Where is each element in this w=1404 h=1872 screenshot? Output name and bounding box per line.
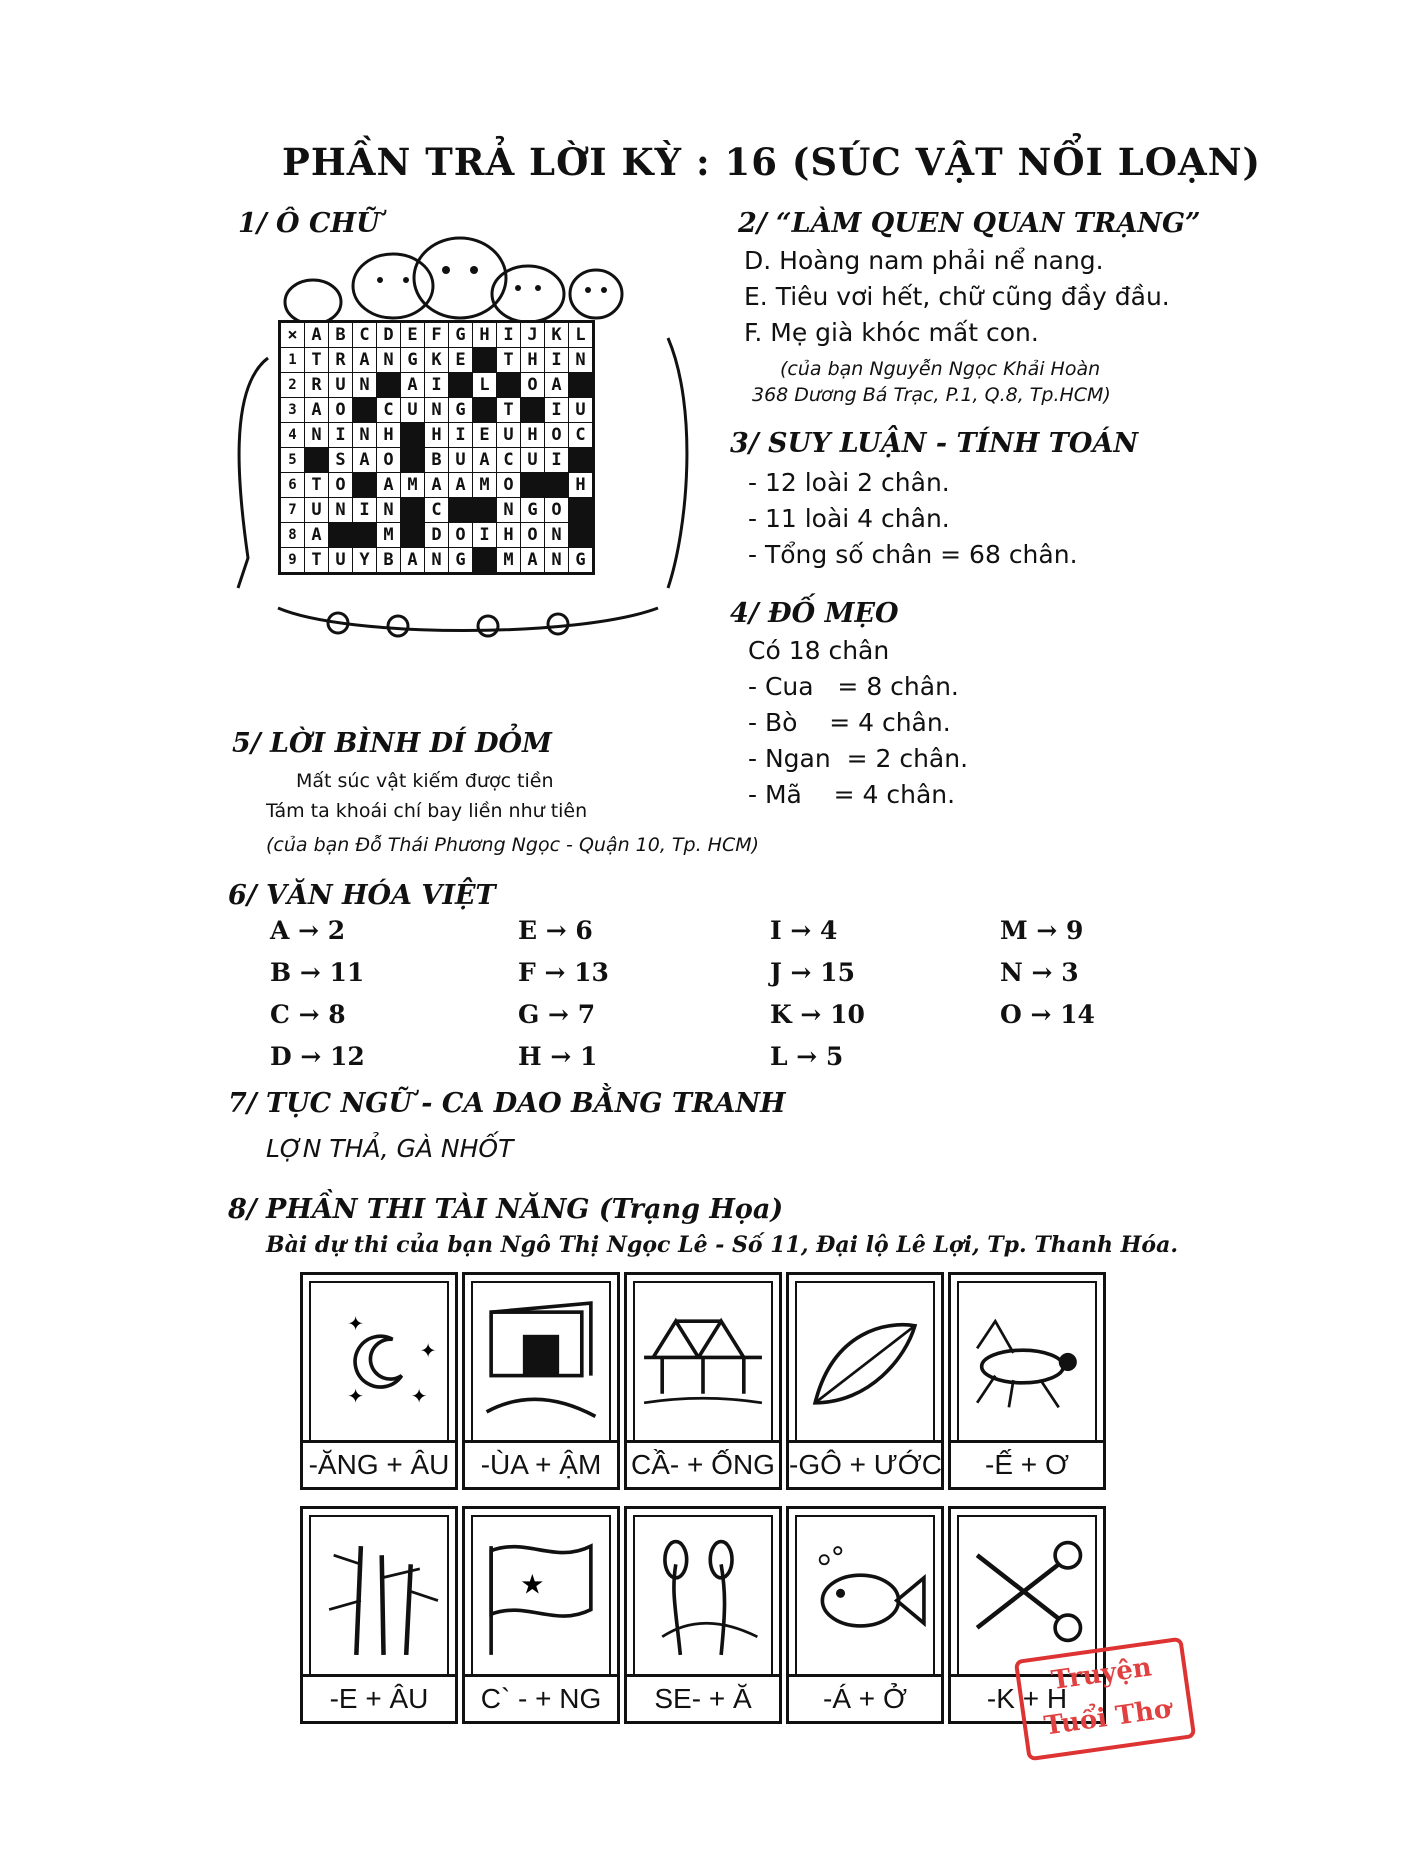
section-6-heading: 6/ VĂN HÓA VIỆT: [228, 880, 496, 911]
picture-card: [624, 1506, 782, 1724]
letter-cell: N: [353, 423, 377, 448]
letter-cell: I: [473, 523, 497, 548]
letter-cell: A: [521, 548, 545, 574]
letter-cell: A: [353, 448, 377, 473]
row-number: 2: [280, 373, 305, 398]
map-entry: G → 7: [518, 1000, 596, 1029]
letter-cell: M: [377, 523, 401, 548]
crossword-grid: [278, 320, 595, 575]
letter-cell: I: [353, 498, 377, 523]
letter-cell: A: [545, 373, 569, 398]
letter-cell: I: [545, 348, 569, 373]
letter-cell: H: [377, 423, 401, 448]
letter-cell: C: [377, 398, 401, 423]
black-cell: [473, 348, 497, 373]
answer-line: - 11 loài 4 chân.: [748, 504, 950, 533]
lotus-icon: [633, 1515, 773, 1677]
letter-cell: A: [305, 398, 329, 423]
card-caption: -Á + Ở: [789, 1674, 941, 1721]
picture-card: [624, 1272, 782, 1490]
map-entry: B → 11: [270, 958, 365, 987]
letter-cell: C: [425, 498, 449, 523]
picture-card: [948, 1272, 1106, 1490]
fish-icon: [795, 1515, 935, 1677]
section-2-heading: 2/ “LÀM QUEN QUAN TRẠNG”: [738, 208, 1201, 239]
column-header: E: [401, 322, 425, 348]
letter-cell: T: [305, 473, 329, 498]
letter-cell: L: [473, 373, 497, 398]
card-caption: -Ế + Ơ: [951, 1440, 1103, 1487]
letter-cell: A: [425, 473, 449, 498]
map-entry: E → 6: [518, 916, 593, 945]
letter-cell: N: [545, 548, 569, 574]
black-cell: [473, 548, 497, 574]
map-entry: H → 1: [518, 1042, 598, 1071]
column-header: B: [329, 322, 353, 348]
letter-cell: M: [497, 548, 521, 574]
letter-cell: C: [569, 423, 594, 448]
black-cell: [353, 523, 377, 548]
svg-text:✦: ✦: [347, 1311, 364, 1336]
letter-cell: Y: [353, 548, 377, 574]
map-entry: K → 10: [770, 1000, 865, 1029]
letter-cell: T: [497, 348, 521, 373]
black-cell: [401, 448, 425, 473]
page-title: PHẦN TRẢ LỜI KỲ : 16 (SÚC VẬT NỔI LOẠN): [282, 140, 1262, 184]
row-number: 6: [280, 473, 305, 498]
letter-cell: N: [377, 348, 401, 373]
map-entry: D → 12: [270, 1042, 365, 1071]
watermark-stamp: [1014, 1637, 1197, 1762]
letter-cell: A: [377, 473, 401, 498]
letter-cell: A: [305, 523, 329, 548]
letter-cell: I: [545, 398, 569, 423]
letter-cell: T: [305, 348, 329, 373]
letter-cell: D: [425, 523, 449, 548]
black-cell: [401, 523, 425, 548]
card-caption: CẦ- + ỐNG: [627, 1440, 779, 1487]
picture-card: [300, 1272, 458, 1490]
letter-cell: N: [425, 398, 449, 423]
picture-card: [300, 1506, 458, 1724]
letter-cell: M: [401, 473, 425, 498]
section-4-heading: 4/ ĐỐ MẸO: [730, 598, 899, 629]
picture-card: [462, 1272, 620, 1490]
column-header: C: [353, 322, 377, 348]
letter-cell: H: [569, 473, 594, 498]
village-gate-icon: [471, 1281, 611, 1443]
letter-cell: T: [497, 398, 521, 423]
proverb-answer: LỢN THẢ, GÀ NHỐT: [266, 1134, 514, 1163]
verse-line: Mất súc vật kiếm được tiền: [296, 770, 554, 792]
corner-cell: ×: [280, 322, 305, 348]
letter-cell: U: [329, 373, 353, 398]
svg-text:✦: ✦: [347, 1383, 364, 1408]
credit-line: 368 Dương Bá Trạc, P.1, Q.8, Tp.HCM): [752, 384, 1111, 406]
black-cell: [569, 498, 594, 523]
letter-cell: I: [329, 423, 353, 448]
answer-line: - Bò = 4 chân.: [748, 708, 951, 737]
letter-cell: O: [329, 473, 353, 498]
picture-card: [786, 1272, 944, 1490]
answer-line: Có 18 chân: [748, 636, 890, 665]
letter-cell: N: [497, 498, 521, 523]
black-cell: [569, 448, 594, 473]
letter-cell: U: [569, 398, 594, 423]
letter-cell: N: [569, 348, 594, 373]
black-cell: [401, 498, 425, 523]
letter-cell: H: [521, 423, 545, 448]
black-cell: [353, 473, 377, 498]
credit-line: (của bạn Đỗ Thái Phương Ngọc - Quận 10, Tp. HCM): [266, 834, 760, 856]
letter-cell: G: [569, 548, 594, 574]
black-cell: [329, 523, 353, 548]
section-8-heading: 8/ PHẦN THI TÀI NĂNG (Trạng Họa): [228, 1194, 784, 1225]
card-caption: -E + ÂU: [303, 1674, 455, 1721]
letter-cell: K: [425, 348, 449, 373]
card-caption: -GÔ + ƯỚC: [789, 1440, 941, 1487]
card-caption: -ÙA + ẬM: [465, 1440, 617, 1487]
letter-cell: R: [329, 348, 353, 373]
letter-cell: B: [425, 448, 449, 473]
letter-cell: G: [449, 548, 473, 574]
letter-cell: A: [353, 348, 377, 373]
letter-cell: A: [401, 373, 425, 398]
section-1-heading: 1/ Ô CHỮ: [238, 208, 380, 239]
letter-cell: N: [329, 498, 353, 523]
black-cell: [473, 398, 497, 423]
letter-cell: O: [329, 398, 353, 423]
section-3-heading: 3/ SUY LUẬN - TÍNH TOÁN: [730, 428, 1139, 459]
letter-cell: E: [473, 423, 497, 448]
letter-cell: I: [425, 373, 449, 398]
column-header: F: [425, 322, 449, 348]
card-caption: C` - + NG: [465, 1674, 617, 1721]
row-number: 4: [280, 423, 305, 448]
letter-cell: E: [449, 348, 473, 373]
black-cell: [449, 373, 473, 398]
row-number: 5: [280, 448, 305, 473]
map-entry: C → 8: [270, 1000, 346, 1029]
letter-cell: N: [425, 548, 449, 574]
moon-stars-icon: [309, 1281, 449, 1443]
row-number: 8: [280, 523, 305, 548]
letter-cell: H: [425, 423, 449, 448]
map-entry: O → 14: [1000, 1000, 1095, 1029]
answer-line: - 12 loài 2 chân.: [748, 468, 950, 497]
letter-cell: O: [521, 523, 545, 548]
letter-cell: A: [401, 548, 425, 574]
letter-cell: S: [329, 448, 353, 473]
black-cell: [473, 498, 497, 523]
letter-cell: O: [545, 423, 569, 448]
letter-cell: U: [305, 498, 329, 523]
answer-line: F. Mẹ già khóc mất con.: [744, 318, 1039, 347]
column-header: H: [473, 322, 497, 348]
letter-cell: A: [473, 448, 497, 473]
watermark-line: Truyện: [1049, 1652, 1154, 1697]
column-header: I: [497, 322, 521, 348]
letter-cell: M: [473, 473, 497, 498]
map-entry: I → 4: [770, 916, 838, 945]
watermark-line: Tuổi Thơ: [1042, 1694, 1173, 1742]
letter-cell: U: [449, 448, 473, 473]
map-entry: M → 9: [1000, 916, 1084, 945]
letter-cell: G: [449, 398, 473, 423]
map-entry: F → 13: [518, 958, 609, 987]
answer-line: - Ngan = 2 chân.: [748, 744, 969, 773]
section-7-heading: 7/ TỤC NGỮ - CA DAO BẰNG TRANH: [228, 1088, 786, 1119]
contestant-byline: Bài dự thi của bạn Ngô Thị Ngọc Lê - Số 11, Đại lộ Lê Lợi, Tp. Thanh Hóa.: [266, 1232, 1179, 1258]
leaf-icon: [795, 1281, 935, 1443]
black-cell: [449, 498, 473, 523]
letter-cell: T: [305, 548, 329, 574]
svg-text:★: ★: [520, 1569, 545, 1601]
black-cell: [353, 398, 377, 423]
black-cell: [521, 473, 545, 498]
letter-cell: U: [329, 548, 353, 574]
letter-cell: O: [377, 448, 401, 473]
card-caption: -K + H: [951, 1674, 1103, 1721]
map-entry: N → 3: [1000, 958, 1079, 987]
picture-card: [462, 1506, 620, 1724]
row-number: 9: [280, 548, 305, 574]
letter-cell: G: [401, 348, 425, 373]
column-header: A: [305, 322, 329, 348]
map-entry: J → 15: [770, 958, 855, 987]
black-cell: [497, 373, 521, 398]
letter-cell: I: [545, 448, 569, 473]
card-caption: -ĂNG + ÂU: [303, 1440, 455, 1487]
column-header: D: [377, 322, 401, 348]
black-cell: [569, 373, 594, 398]
letter-cell: O: [497, 473, 521, 498]
black-cell: [569, 523, 594, 548]
picture-card: [786, 1506, 944, 1724]
svg-text:✦: ✦: [410, 1383, 428, 1408]
svg-text:✦: ✦: [419, 1338, 437, 1363]
letter-cell: B: [377, 548, 401, 574]
letter-cell: I: [449, 423, 473, 448]
row-number: 7: [280, 498, 305, 523]
letter-cell: H: [521, 348, 545, 373]
verse-line: Tám ta khoái chí bay liền như tiên: [266, 800, 588, 822]
letter-cell: H: [497, 523, 521, 548]
letter-cell: O: [521, 373, 545, 398]
letter-cell: N: [305, 423, 329, 448]
letter-cell: O: [545, 498, 569, 523]
column-header: L: [569, 322, 594, 348]
letter-cell: U: [401, 398, 425, 423]
map-entry: L → 5: [770, 1042, 844, 1071]
letter-cell: A: [449, 473, 473, 498]
column-header: G: [449, 322, 473, 348]
row-number: 3: [280, 398, 305, 423]
letter-cell: O: [449, 523, 473, 548]
section-5-heading: 5/ LỜI BÌNH DÍ DỎM: [232, 728, 552, 759]
answer-line: - Mã = 4 chân.: [748, 780, 956, 809]
letter-cell: N: [377, 498, 401, 523]
credit-line: (của bạn Nguyễn Ngọc Khải Hoàn: [780, 358, 1101, 380]
letter-cell: N: [545, 523, 569, 548]
cricket-icon: [957, 1281, 1097, 1443]
answer-line: - Cua = 8 chân.: [748, 672, 959, 701]
answer-line: - Tổng số chân = 68 chân.: [748, 540, 1078, 569]
answer-line: D. Hoàng nam phải nể nang.: [744, 246, 1104, 275]
letter-cell: U: [497, 423, 521, 448]
black-cell: [377, 373, 401, 398]
column-header: K: [545, 322, 569, 348]
black-cell: [521, 398, 545, 423]
card-caption: SE- + Ă: [627, 1674, 779, 1721]
row-number: 1: [280, 348, 305, 373]
map-entry: A → 2: [270, 916, 346, 945]
black-cell: [545, 473, 569, 498]
letter-cell: G: [521, 498, 545, 523]
black-cell: [401, 423, 425, 448]
column-header: J: [521, 322, 545, 348]
bridge-icon: [633, 1281, 773, 1443]
bamboo-icon: [309, 1515, 449, 1677]
black-cell: [305, 448, 329, 473]
letter-cell: U: [521, 448, 545, 473]
answer-line: E. Tiêu vơi hết, chữ cũng đầy đầu.: [744, 282, 1170, 311]
letter-cell: C: [497, 448, 521, 473]
letter-cell: R: [305, 373, 329, 398]
letter-cell: N: [353, 373, 377, 398]
flag-icon: [471, 1515, 611, 1677]
